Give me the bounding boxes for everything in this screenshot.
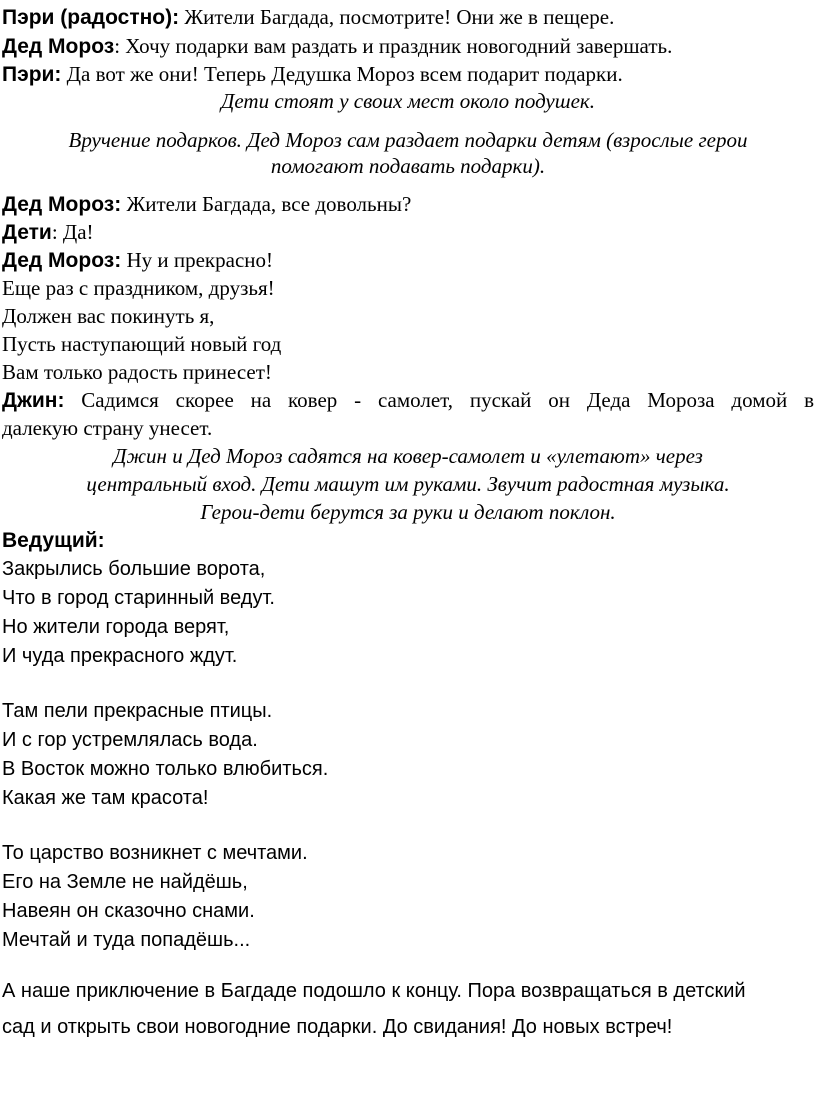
verse-line: Пусть наступающий новый год <box>2 332 282 356</box>
verse-line: Вам только радость принесет! <box>2 360 272 384</box>
stage-direction: центральный вход. Дети машут им руками. Звучит радостная музыка. <box>86 472 730 496</box>
dialogue-line <box>2 219 94 246</box>
dialogue-text: Ну и прекрасно! <box>121 248 273 272</box>
speaker-name: Пэри: <box>2 63 62 86</box>
verse-line: Там пели прекрасные птицы. <box>2 700 273 722</box>
verse-line: В Восток можно только влюбиться. <box>2 758 329 780</box>
speaker-name: Дед Мороз: <box>2 249 122 272</box>
dialogue-text: далекую страну унесет. <box>2 416 213 440</box>
dialogue-line <box>2 33 672 60</box>
stage-direction: Герои-дети берутся за руки и делают поклон. <box>200 500 616 524</box>
dialogue-line <box>2 191 411 218</box>
dialogue-text: Садимся скорее на ковер - самолет, пускай он Деда Мороза домой в <box>64 388 814 412</box>
dialogue-text: : Хочу подарки вам раздать и праздник новогодний завершать. <box>114 34 673 58</box>
dialogue-text: : Да! <box>51 220 94 244</box>
host-speaker <box>2 527 105 554</box>
verse-line: Но жители города верят, <box>2 616 230 638</box>
stage-direction: Вручение подарков. Дед Мороз сам раздает подарки детям (взрослые герои <box>68 128 748 152</box>
dialogue-text: Да вот же они! Теперь Дедушка Мороз всем подарит подарки. <box>61 62 623 86</box>
dialogue-line <box>2 387 814 414</box>
speaker-name: Дед Мороз <box>2 35 115 58</box>
verse-line: Еще раз с праздником, друзья! <box>2 276 275 300</box>
speaker-name: Джин: <box>2 389 65 412</box>
speaker-name: Пэри (радостно): <box>2 6 180 29</box>
verse-line: Какая же там красота! <box>2 787 209 809</box>
dialogue-line <box>2 4 614 31</box>
verse-line: Мечтай и туда попадёшь... <box>2 929 251 951</box>
dialogue-text: Жители Багдада, посмотрите! Они же в пещере. <box>179 5 615 29</box>
stage-direction: помогают подавать подарки). <box>270 154 546 178</box>
speaker-name: Дети <box>2 221 52 244</box>
dialogue-line <box>2 61 623 88</box>
verse-line: И чуда прекрасного ждут. <box>2 645 238 667</box>
verse-line: Должен вас покинуть я, <box>2 304 215 328</box>
dialogue-line <box>2 247 273 274</box>
verse-line: Закрылись большие ворота, <box>2 558 266 580</box>
verse-line: Что в город старинный ведут. <box>2 587 275 609</box>
stage-direction: Дети стоят у своих мест около подушек. <box>221 89 595 113</box>
stage-direction: Джин и Дед Мороз садятся на ковер-самолет и «улетают» через <box>113 444 703 468</box>
closing-paragraph: А наше приключение в Багдаде подошло к концу. Пора возвращаться в детский сад и открыть свои новогодние подарки. До свидания! До новых встреч! <box>2 980 746 1038</box>
speaker-name: Дед Мороз: <box>2 193 122 216</box>
speaker-name: Ведущий: <box>2 529 105 552</box>
verse-line: Его на Земле не найдёшь, <box>2 871 248 893</box>
verse-line: Навеян он сказочно снами. <box>2 900 255 922</box>
verse-line: И с гор устремлялась вода. <box>2 729 258 751</box>
dialogue-text: Жители Багдада, все довольны? <box>121 192 412 216</box>
verse-line: То царство возникнет с мечтами. <box>2 842 308 864</box>
